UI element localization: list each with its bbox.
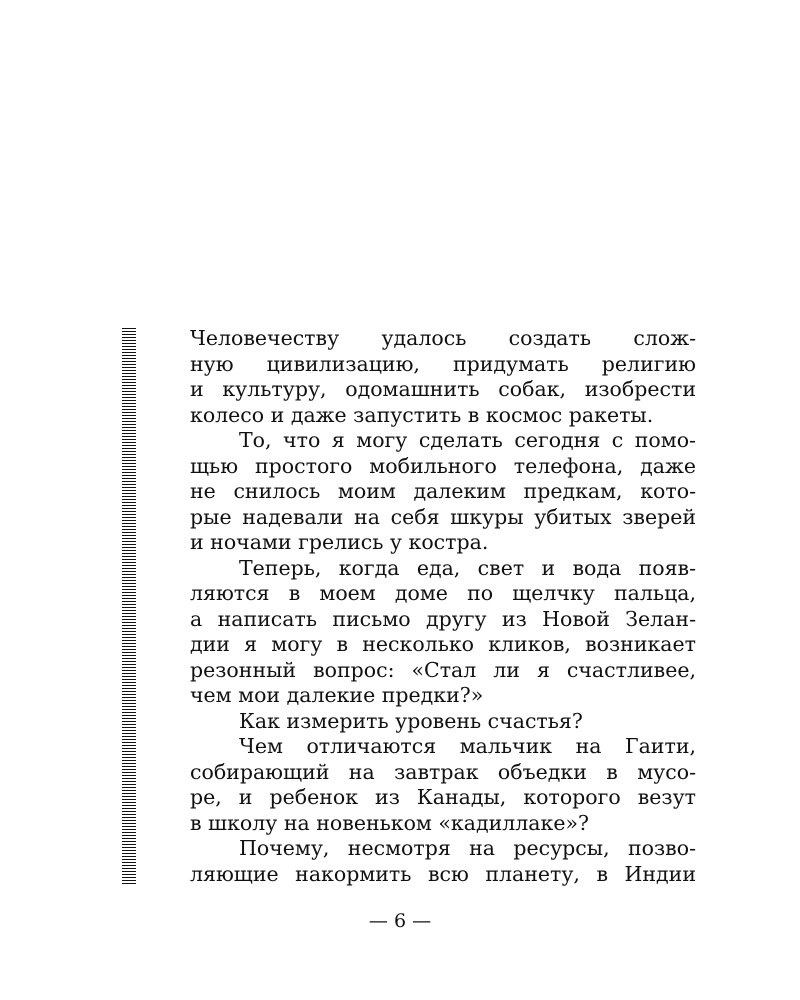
- text-line: щью простого мобильного телефона, даже: [190, 453, 696, 478]
- text-line: и ночами грелись у костра.: [190, 530, 489, 554]
- text-line: резонный вопрос: «Стал ли я счастливее,: [190, 657, 696, 682]
- body-text: [190, 326, 696, 887]
- text-line: собирающий на завтрак объедки в мусо-: [190, 759, 696, 784]
- text-line: и культуру, одомашнить собак, изобрести: [190, 377, 696, 401]
- text-line: ре, и ребенок из Канады, которого везут: [190, 785, 696, 809]
- page-number: — 6 —: [368, 910, 432, 932]
- text-line: ляются в моем доме по щелчку пальца,: [190, 581, 696, 605]
- text-line: в школу на новеньком «кадиллаке»?: [190, 810, 589, 835]
- text-line: дии я могу в несколько кликов, возникает: [190, 632, 696, 656]
- text-line: чем мои далекие предки?»: [190, 683, 484, 707]
- text-line: ляющие накормить всю планету, в Индии: [190, 861, 696, 886]
- text-line: не снилось моим далеким предкам, кото-: [190, 479, 696, 503]
- text-line: рые надевали на себя шкуры убитых зверей: [190, 504, 696, 529]
- text-line: колесо и даже запустить в космос ракеты.: [190, 402, 654, 427]
- text-line: Человечеству удалось создать слож-: [190, 326, 696, 350]
- text-line: ную цивилизацию, придумать религию: [190, 351, 696, 376]
- text-line: а написать письмо другу из Новой Зелан-: [190, 606, 696, 631]
- text-line: Теперь, когда еда, свет и вода появ-: [239, 555, 696, 580]
- text-line: Чем отличаются мальчик на Гаити,: [239, 734, 696, 758]
- side-barcode-strip: [122, 328, 136, 884]
- text-line: Почему, несмотря на ресурсы, позво-: [239, 836, 696, 860]
- text-line: То, что я могу сделать сегодня с помо-: [239, 428, 696, 452]
- text-line: Как измерить уровень счастья?: [239, 708, 583, 733]
